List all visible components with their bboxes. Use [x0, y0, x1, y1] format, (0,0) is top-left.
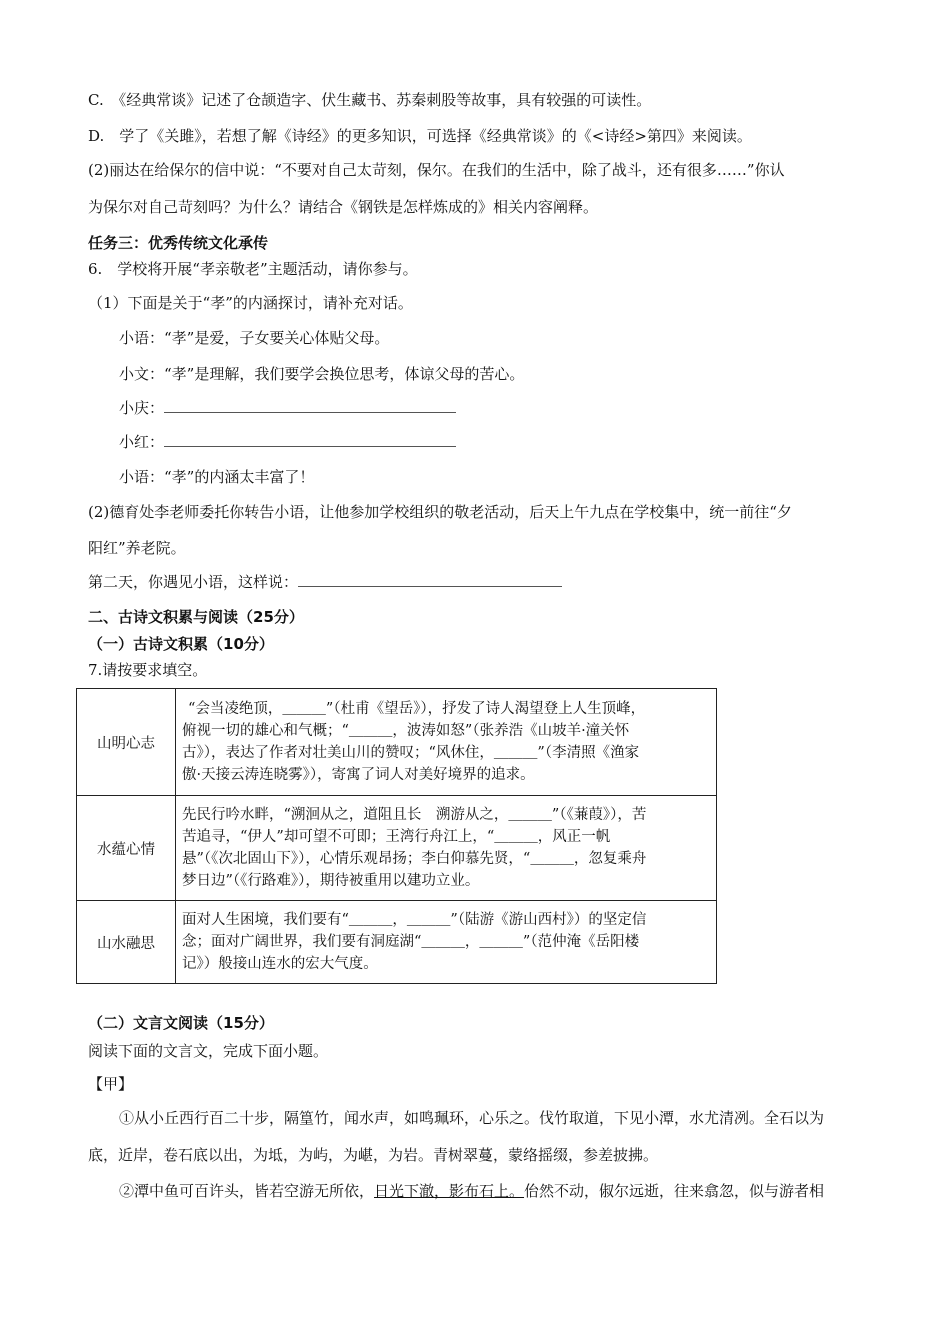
q6-part2-line1: (2)德育处李老师委托你转告小语，让他参加学校组织的敬老活动，后天上午九点在学校集中，统一前往“夕: [88, 503, 792, 521]
row-line: 悬”（《次北固山下》），心情乐观昂扬；李白仰慕先贤，“＿＿＿，忽复乘舟: [182, 851, 647, 867]
table-row: [77, 796, 717, 901]
row-body: [176, 901, 717, 984]
speaker-label: 小庆：: [119, 399, 165, 417]
task3-title: 任务三：优秀传统文化承传: [88, 234, 269, 252]
speaker-label: 小红：: [119, 433, 165, 451]
dialogue-line-3: [119, 398, 456, 418]
passage-para1-line1: ①从小丘西行百二十步，隔篁竹，闻水声，如鸣珮环，心乐之。伐竹取道，下见小潭，水尤清冽。全石以为: [119, 1109, 825, 1127]
dialogue-line-1: 小语：“孝”是爱，子女要关心体贴父母。: [119, 329, 390, 347]
passage-para1-line2: 底，近岸，卷石底以出，为坻，为屿，为嵁，为岩。青树翠蔓，蒙络摇缀，参差披拂。: [88, 1146, 659, 1164]
q6-part2-line3: [88, 572, 562, 592]
row-line: 面对人生困境，我们要有“＿＿＿，＿＿＿”（陆游《游山西村》）的坚定信: [182, 912, 647, 928]
row-line: 傲·天接云涛连晓雾》），寄寓了词人对美好境界的追求。: [182, 767, 535, 783]
row-head: 山水融思: [77, 901, 176, 984]
prompt-text: 第二天，你遇见小语，这样说：: [88, 573, 299, 591]
dialogue-line-4: [119, 432, 456, 452]
option-c: C. 《经典常谈》记述了仓颉造字、伏生藏书、苏秦刺股等故事，具有较强的可读性。: [88, 91, 652, 109]
answer-blank[interactable]: [298, 572, 562, 587]
q5-2-line1: (2)丽达在给保尔的信中说：“不要对自己太苛刻，保尔。在我们的生活中，除了战斗，还有很多……”你认: [88, 161, 785, 179]
passage-text: 佁然不动，俶尔远逝，往来翕忽，似与游者相: [524, 1182, 825, 1200]
q6-part2-line2: 阳红”养老院。: [88, 539, 186, 557]
answer-blank[interactable]: [164, 398, 456, 413]
passage-jia-label: 【甲】: [88, 1075, 134, 1093]
reading-intro: 阅读下面的文言文，完成下面小题。: [88, 1042, 329, 1060]
row-head: 山明心志: [77, 689, 176, 796]
section2-title: 二、古诗文积累与阅读（25分）: [88, 608, 304, 626]
row-line: 记》）般接山连水的宏大气度。: [182, 956, 378, 972]
answer-blank[interactable]: [164, 432, 456, 447]
section2b-title: （二）文言文阅读（15分）: [88, 1014, 274, 1032]
row-line: 梦日边”（《行路难》），期待被重用以建功立业。: [182, 873, 480, 889]
row-body: [176, 796, 717, 901]
table-row: [77, 689, 717, 796]
q6-part1: （1）下面是关于“孝”的内涵探讨，请补充对话。: [88, 294, 413, 312]
row-line: “会当凌绝顶，＿＿＿”（杜甫《望岳》），抒发了诗人渴望登上人生顶峰，: [188, 701, 646, 717]
q6-intro: 6. 学校将开展“孝亲敬老”主题活动，请你参与。: [88, 260, 418, 278]
row-line: 俯视一切的雄心和气概；“＿＿＿，波涛如怒”（张养浩《山坡羊·潼关怀: [182, 723, 630, 739]
poetry-fill-table: [76, 688, 717, 984]
underlined-sentence: 日光下澈，影布石上。: [374, 1182, 525, 1200]
row-line: 先民行吟水畔，“溯洄从之，道阻且长 溯游从之，＿＿＿”（《蒹葭》），苦: [182, 807, 647, 823]
row-line: 苦追寻，“伊人”却可望不可即；王湾行舟江上，“＿＿＿，风正一帆: [182, 829, 611, 845]
option-d: D. 学了《关雎》，若想了解《诗经》的更多知识，可选择《经典常谈》的《<诗经>第四》来阅读。: [88, 127, 752, 145]
table-row: [77, 901, 717, 984]
passage-text: ②潭中鱼可百许头，皆若空游无所依，: [119, 1182, 375, 1200]
row-line: 古》），表达了作者对壮美山川的赞叹；“风休住，＿＿＿”（李清照《渔家: [182, 745, 640, 761]
dialogue-line-2: 小文：“孝”是理解，我们要学会换位思考，体谅父母的苦心。: [119, 365, 525, 383]
passage-para2-line1: [119, 1181, 824, 1201]
q7-prompt: 7.请按要求填空。: [88, 661, 208, 679]
section2-sub1: （一）古诗文积累（10分）: [88, 635, 274, 653]
row-line: 念；面对广阔世界，我们要有洞庭湖“＿＿＿，＿＿＿”（范仲淹《岳阳楼: [182, 934, 640, 950]
q5-2-line2: 为保尔对自己苛刻吗？为什么？请结合《钢铁是怎样炼成的》相关内容阐释。: [88, 198, 599, 216]
row-body: [176, 689, 717, 796]
dialogue-line-5: 小语：“孝”的内涵太丰富了！: [119, 468, 315, 486]
row-head: 水蕴心情: [77, 796, 176, 901]
